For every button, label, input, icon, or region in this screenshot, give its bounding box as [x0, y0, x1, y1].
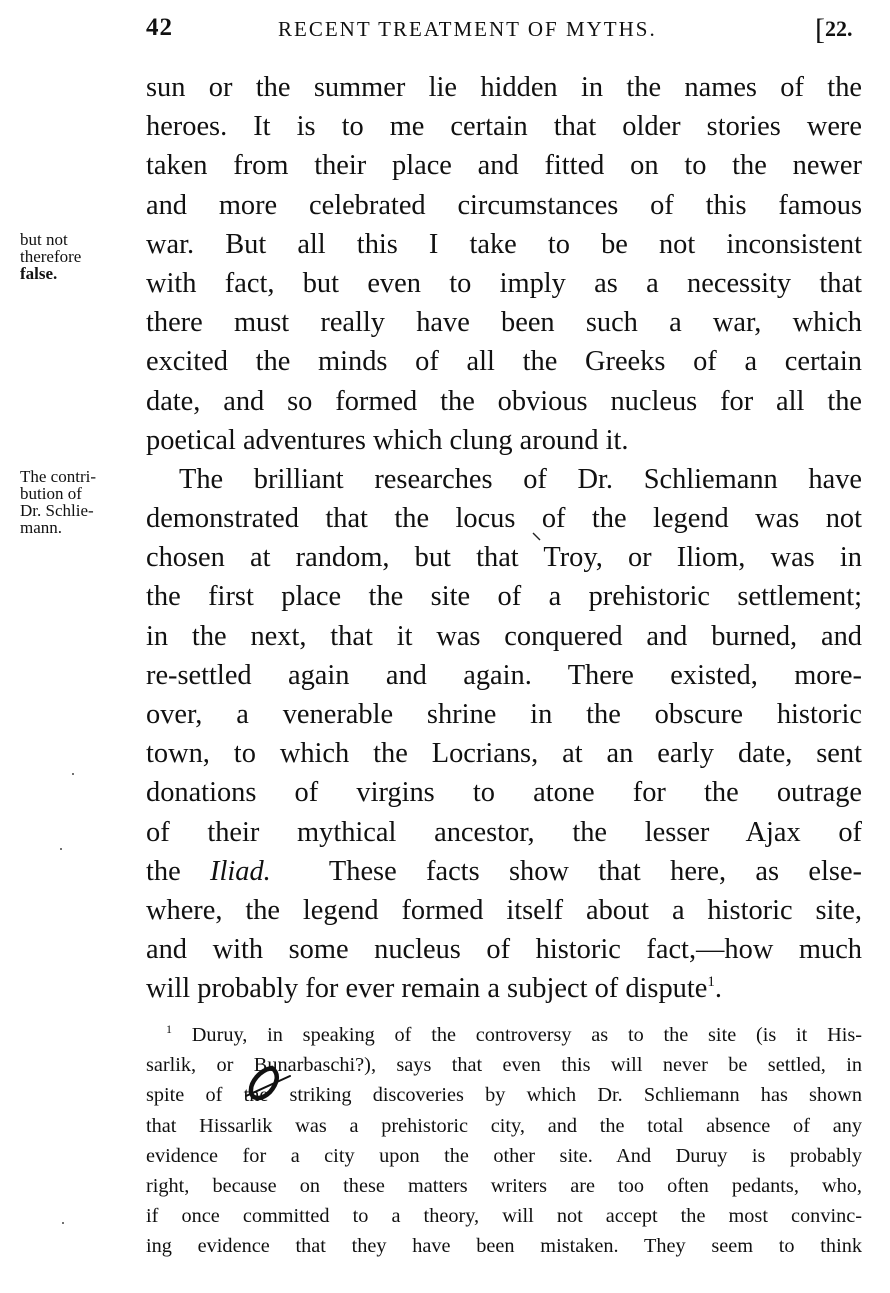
body-line: where, the legend formed itself about a historic site, [146, 894, 862, 926]
body-line: the first place the site of a prehistoric settlement; [146, 581, 862, 613]
body-line: demonstrated that the locus of the legend was not [146, 503, 862, 535]
margin-note-not-false [20, 231, 140, 282]
running-header [0, 8, 890, 48]
body-line: sun or the summer lie hidden in the names of the [146, 72, 862, 103]
body-line-iliad [146, 852, 862, 891]
section-bracket: [ [815, 13, 825, 46]
body-text-segment: the [146, 855, 211, 887]
body-line: taken from their place and fitted on to the newer [146, 150, 862, 182]
body-line: donations of virgins to atone for the outrage [146, 777, 862, 809]
footnote-line: if once committed to a theory, will not accept the most convinc- [146, 1205, 862, 1228]
body-line: war. But all this I take to be not inconsistent [146, 228, 862, 260]
body-line: of their mythical ancestor, the lesser Ajax of [146, 816, 862, 848]
footnote [146, 1020, 862, 1262]
body-line: over, a venerable shrine in the obscure historic [146, 699, 862, 730]
section-number: 22. [825, 16, 853, 41]
footnote-line: spite of the striking discoveries by which Dr. Schliemann has shown [146, 1084, 862, 1107]
iliad-italic: Iliad. [210, 855, 271, 887]
footnote-line [146, 1020, 862, 1050]
footnote-text: Duruy, in speaking of the controversy as to the site (is it His- [191, 1024, 862, 1046]
body-line: there must really have been such a war, which [146, 307, 862, 339]
body-line: with fact, but even to imply as a necessity that [146, 267, 862, 299]
print-speck [62, 1222, 64, 1224]
body-line: excited the minds of all the Greeks of a certain [146, 346, 862, 378]
handwritten-pen-mark [242, 1062, 292, 1108]
body-line: town, to which the Locrians, at an early date, sent [146, 738, 862, 770]
body-line-paragraph-start: The brilliant researches of Dr. Schliemann have [179, 463, 862, 495]
margin-note-schliemann [20, 468, 140, 536]
footnote-marker: 1 [166, 1022, 172, 1036]
body-line: in the next, that it was conquered and burned, and [146, 620, 862, 652]
footnote-line: right, because on these matters writers are too often pedants, who, [146, 1174, 862, 1197]
margin-note-line: mann. [20, 518, 63, 537]
page-number: 42 [146, 14, 173, 41]
body-text-segment: These facts show that here, as else- [270, 855, 862, 887]
body-line: chosen at random, but that Troy, or Iliom, was in [146, 542, 862, 574]
body-text-segment: . [714, 973, 722, 1005]
body-line: heroes. It is to me certain that older stories were [146, 111, 862, 143]
margin-note-line: therefore [20, 247, 82, 266]
print-speck [72, 773, 74, 775]
margin-note-line: bution of [20, 484, 82, 503]
running-head-title: RECENT TREATMENT OF MYTHS. [278, 17, 657, 41]
body-line: and more celebrated circumstances of this famous [146, 189, 862, 221]
margin-note-line: but not [20, 230, 68, 249]
footnote-line: that Hissarlik was a prehistoric city, and the total absence of any [146, 1114, 862, 1137]
body-line: poetical adventures which clung around it. [146, 424, 629, 456]
margin-note-line: Dr. Schlie- [20, 501, 94, 520]
margin-note-line: false. [20, 264, 58, 283]
footnote-line: ing evidence that they have been mistaken. They seem to think [146, 1235, 862, 1258]
body-line: and with some nucleus of historic fact,—how much [146, 934, 862, 966]
body-line: re-settled again and again. There existed, more- [146, 659, 862, 691]
body-line: date, and so formed the obvious nucleus for all the [146, 385, 862, 417]
print-speck [60, 848, 62, 850]
body-text-segment: will probably for ever remain a subject of dispute [146, 973, 708, 1005]
footnote-line: evidence for a city upon the other site. And Duruy is probably [146, 1144, 862, 1167]
footnote-reference: 1 [707, 974, 715, 991]
print-speck-mark [532, 532, 542, 542]
section-reference [815, 13, 853, 47]
margin-note-line: The contri- [20, 467, 96, 486]
footnote-line: sarlik, or Bunarbaschi?), says that even this will never be settled, in [146, 1054, 862, 1077]
body-line-final [146, 969, 862, 1008]
main-body-text [146, 68, 862, 1009]
